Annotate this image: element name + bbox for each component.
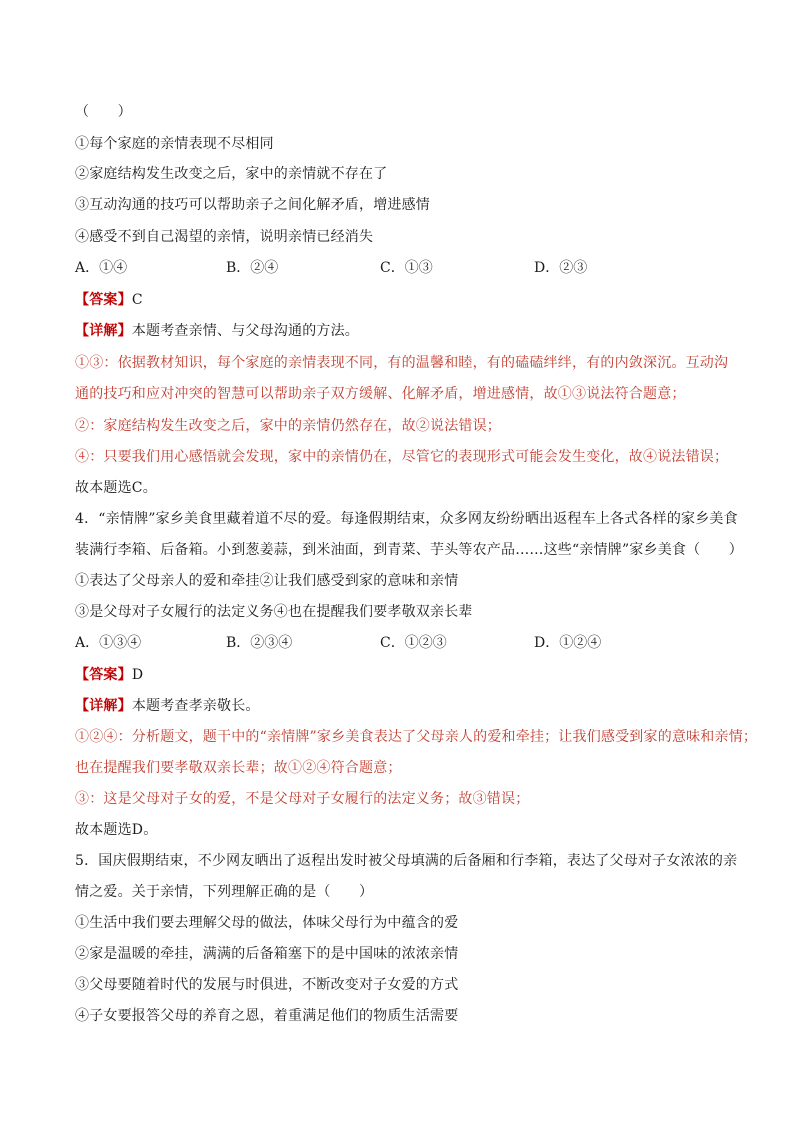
q4-stem-1: 4．“亲情牌”家乡美食里藏着道不尽的爱。每逢假期结束，众多网友纷纷晒出返程车上各式各样的家乡美食 — [75, 511, 738, 527]
q4-stem-2: 装满行李箱、后备箱。小到葱姜蒜，到米油面，到青菜、芋头等农产品……这些“亲情牌”家乡美食（ ） — [75, 542, 743, 558]
q4-option-a: A．①③④ — [75, 635, 142, 651]
q3-option-d: D．②③ — [534, 260, 588, 276]
q4-answer-tag: 【答案】 — [75, 667, 132, 683]
q3-analysis-3: ②：家庭结构发生改变之后，家中的亲情仍然存在，故②说法错误； — [75, 418, 501, 434]
q5-stem-1: 5．国庆假期结束，不少网友晒出了返程出发时被父母填满的后备厢和行李箱，表达了父母对子女浓浓的亲 — [75, 853, 738, 869]
q3-item-1: ①每个家庭的亲情表现不尽相同 — [75, 136, 274, 152]
q5-item-3: ③父母要随着时代的发展与时俱进，不断改变对子女爱的方式 — [75, 977, 459, 993]
q5-stem-2: 情之爱。关于亲情，下列理解正确的是（ ） — [75, 884, 374, 900]
q4-option-b: B．②③④ — [226, 635, 293, 651]
q4-detail — [75, 696, 260, 716]
q3-answer-value: C — [131, 292, 143, 308]
q3-answer-tag: 【答案】 — [75, 292, 132, 308]
q3-option-b: B．②④ — [226, 260, 279, 276]
q4-answer — [75, 665, 143, 685]
q3-analysis-4: ④：只要我们用心感悟就会发现，家中的亲情仍在，尽管它的表现形式可能会发生变化，故④说法错误； — [75, 449, 729, 465]
q3-analysis-2: 通的技巧和应对冲突的智慧可以帮助亲子双方缓解、化解矛盾，增进感情，故①③说法符合题意； — [75, 386, 686, 402]
q4-option-c: C．①②③ — [380, 635, 447, 651]
q5-item-4: ④子女要报答父母的养育之恩，着重满足他们的物质生活需要 — [75, 1008, 459, 1024]
q4-item-1: ①表达了父母亲人的爱和牵挂②让我们感受到家的意味和亲情 — [75, 573, 459, 589]
q3-detail-text: 本题考查亲情、与父母沟通的方法。 — [131, 323, 360, 339]
q3-analysis-1: ①③：依据教材知识，每个家庭的亲情表现不同，有的温馨和睦，有的磕磕绊绊，有的内敛深沉。互动沟 — [75, 355, 729, 371]
q3-item-2: ②家庭结构发生改变之后，家中的亲情就不存在了 — [75, 166, 388, 182]
q3-paren: （ ） — [75, 104, 132, 120]
q3-detail — [75, 321, 359, 341]
q4-analysis-3: ③：这是父母对子女的爱，不是父母对子女履行的法定义务；故③错误； — [75, 791, 530, 807]
q4-option-d: D．①②④ — [534, 635, 602, 651]
q4-item-2: ③是父母对子女履行的法定义务④也在提醒我们要孝敬双亲长辈 — [75, 604, 473, 620]
q4-detail-tag: 【详解】 — [75, 698, 132, 714]
q3-option-a: A．①④ — [75, 260, 128, 276]
q3-detail-tag: 【详解】 — [75, 323, 132, 339]
q3-item-4: ④感受不到自己渴望的亲情，说明亲情已经消失 — [75, 229, 374, 245]
q4-analysis-1: ①②④：分析题文，题干中的“亲情牌”家乡美食表达了父母亲人的爱和牵挂；让我们感受到家的意味和亲情； — [75, 729, 758, 745]
q4-detail-text: 本题考查孝亲敬长。 — [131, 698, 260, 714]
q4-conclusion: 故本题选D。 — [75, 822, 158, 838]
q3-conclusion: 故本题选C。 — [75, 480, 157, 496]
q3-item-3: ③互动沟通的技巧可以帮助亲子之间化解矛盾，增进感情 — [75, 197, 430, 213]
q5-item-1: ①生活中我们要去理解父母的做法，体味父母行为中蕴含的爱 — [75, 915, 459, 931]
q4-analysis-2: 也在提醒我们要孝敬双亲长辈；故①②④符合题意； — [75, 760, 402, 776]
q5-item-2: ②家是温暖的牵挂，满满的后备箱塞下的是中国味的浓浓亲情 — [75, 946, 459, 962]
q4-answer-value: D — [131, 667, 144, 683]
q3-option-c: C．①③ — [380, 260, 433, 276]
q3-answer — [75, 290, 143, 310]
